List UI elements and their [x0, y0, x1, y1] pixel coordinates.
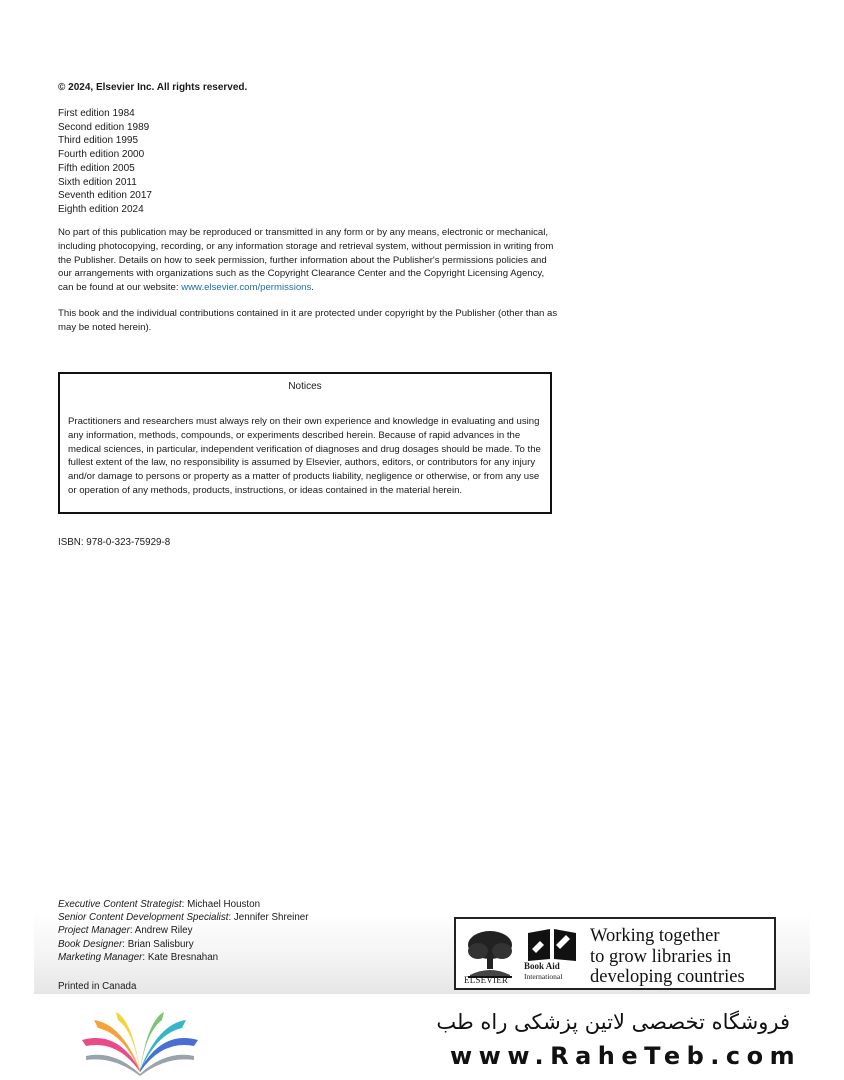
website-url[interactable]: www.RaheTeb.com: [450, 1042, 802, 1070]
isbn: ISBN: 978-0-323-75929-8: [58, 537, 171, 548]
credit-role: Executive Content Strategist: [58, 899, 182, 910]
edition-list: [58, 107, 152, 217]
notices-box: [58, 372, 552, 514]
book-aid-sublabel: International: [524, 972, 563, 981]
notices-text: Practitioners and researchers must always rely on their own experience and knowledge in evaluating and using any information, methods, compounds, or experiments described herein. Because of rapid advances in the medical sciences, in particular, independent verification of diagnoses and drug dosages should be made. To the fullest extent of the law, no responsibility is assumed by Elsevier, authors, editors, or contributors for any injury and/or damage to persons or property as a matter of products liability, negligence or otherwise, or from any use or operation of any methods, products, instructions, or ideas contained in the material herein.: [68, 416, 541, 496]
notices-title: Notices: [288, 381, 322, 392]
credit-name: : Jennifer Shreiner: [228, 912, 309, 924]
rights-end: .: [311, 282, 314, 294]
book-aid-banner: [454, 917, 776, 990]
credits-list: [58, 898, 309, 964]
elsevier-tree-icon: [464, 927, 516, 981]
rights-text: No part of this publication may be reproduced or transmitted in any form or by any means, electronic or mechanical, including photocopying, recording, or any information storage and retrieval system, without permission in writing from the Publisher. Details on how to seek permission, further information about the Publisher's permissions policies and our arrangements with organizations such as the Copyright Clearance Center and the Copyright Licensing Agency, can be found at our website:: [58, 227, 554, 294]
protection-paragraph: This book and the individual contributions contained in it are protected under copyright by the Publisher (other than as may be noted herein).: [58, 308, 558, 333]
credit-item: [58, 911, 309, 924]
printed-in: Printed in Canada: [58, 981, 137, 992]
slogan-line: to grow libraries in: [590, 946, 732, 967]
edition-item: Third edition 1995: [58, 135, 139, 147]
credit-role: Book Designer: [58, 938, 123, 950]
credit-name: : Kate Bresnahan: [142, 951, 219, 963]
slogan-line: developing countries: [590, 967, 745, 987]
credit-role: Project Manager: [58, 925, 130, 937]
edition-item: Second edition 1989: [58, 121, 150, 133]
store-name: فروشگاه تخصصی لاتین پزشکی راه طب: [436, 1010, 790, 1034]
book-aid-slogan: [590, 926, 745, 988]
edition-item: Fourth edition 2000: [58, 149, 145, 161]
book-aid-label: Book Aid: [524, 961, 560, 971]
credit-role: Marketing Manager: [58, 951, 143, 963]
credit-item: [58, 938, 309, 951]
credit-role: Senior Content Development Specialist: [58, 912, 229, 924]
credit-item: [58, 951, 309, 964]
edition-item: Fifth edition 2005: [58, 162, 135, 174]
credit-name: : Michael Houston: [181, 899, 261, 910]
elsevier-label: ELSEVIER: [464, 975, 509, 985]
edition-item: First edition 1984: [58, 108, 135, 119]
credit-item: [58, 898, 309, 911]
credit-name: : Brian Salisbury: [122, 938, 194, 950]
edition-item: Eighth edition 2024: [58, 203, 144, 215]
credit-item: [58, 924, 309, 937]
edition-item: Sixth edition 2011: [58, 176, 137, 188]
credit-name: : Andrew Riley: [129, 925, 193, 937]
rights-paragraph: [58, 226, 558, 295]
book-aid-logo-icon: [526, 927, 578, 963]
permissions-link[interactable]: www.elsevier.com/permissions: [181, 282, 312, 294]
slogan-line: Working together: [590, 926, 720, 946]
copyright-line: © 2024, Elsevier Inc. All rights reserved.: [58, 82, 248, 93]
open-book-logo-icon: [78, 1010, 202, 1076]
edition-item: Seventh edition 2017: [58, 190, 152, 202]
